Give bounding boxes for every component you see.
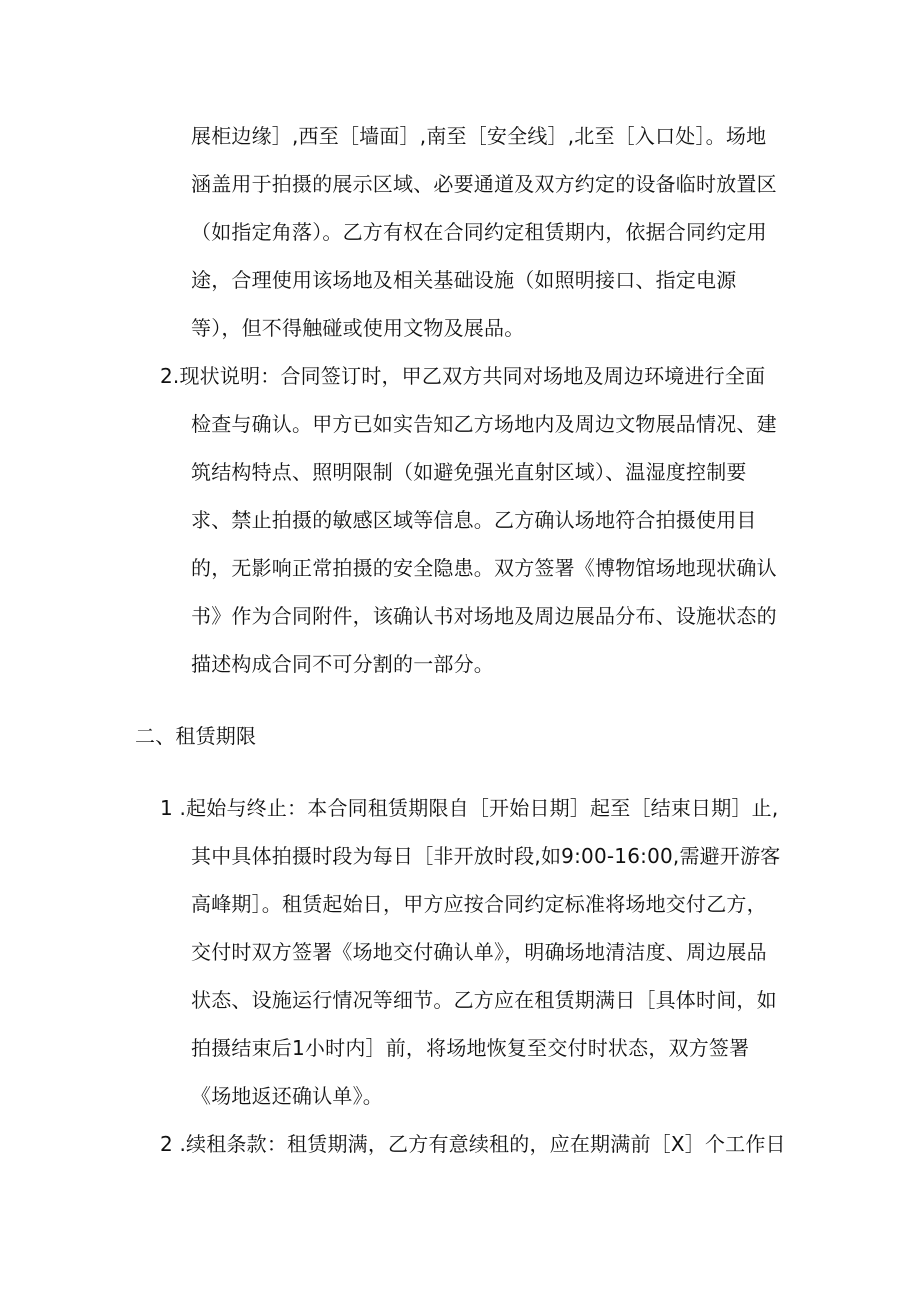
paragraph-line: 涵盖用于拍摄的展示区域、必要通道及双方约定的设备临时放置区 [191,172,777,196]
paragraph-line: 其中具体拍摄时段为每日［非开放时段,如9:00-16:00,需避开游客 [191,844,781,868]
paragraph-line: 求、禁止拍摄的敏感区域等信息。乙方确认场地符合拍摄使用目 [191,508,757,532]
paragraph-line: （如指定角落）。乙方有权在合同约定租赁期内，依据合同约定用 [191,220,767,244]
paragraph-line: 高峰期］。租赁起始日，甲方应按合同约定标准将场地交付乙方， [191,892,767,916]
paragraph-line: 的，无影响正常拍摄的安全隐患。双方签署《博物馆场地现状确认 [191,556,777,580]
paragraph-line: 检查与确认。甲方已如实告知乙方场地内及周边文物展品情况、建 [191,412,777,436]
clause-2-renewal-line: 2 .续租条款：租赁期满，乙方有意续租的，应在期满前［X］个工作日 [160,1132,786,1156]
clause-1-first-line: 1 .起始与终止：本合同租赁期限自［开始日期］起至［结束日期］止, [160,796,779,820]
paragraph-line: 书》作为合同附件，该确认书对场地及周边展品分布、设施状态的 [191,604,777,628]
paragraph-line: 筑结构特点、照明限制（如避免强光直射区域）、温湿度控制要 [191,460,747,484]
paragraph-line: 交付时双方签署《场地交付确认单》，明确场地清洁度、周边展品 [191,940,767,964]
paragraph-line: 《场地返还确认单》。 [191,1084,383,1108]
paragraph-line: 等），但不得触碰或使用文物及展品。 [191,316,525,340]
paragraph-line: 展柜边缘］,西至［墙面］,南至［安全线］,北至［入口处］。场地 [191,124,767,148]
clause-2-first-line: 2.现状说明：合同签订时，甲乙双方共同对场地及周边环境进行全面 [160,364,766,388]
paragraph-line: 状态、设施运行情况等细节。乙方应在租赁期满日［具体时间，如 [191,988,777,1012]
paragraph-line: 描述构成合同不可分割的一部分。 [191,652,494,676]
paragraph-line: 途，合理使用该场地及相关基础设施（如照明接口、指定电源 [191,268,737,292]
paragraph-line: 拍摄结束后1小时内］前，将场地恢复至交付时状态，双方签署 [191,1036,750,1060]
section-heading: 二、租赁期限 [135,724,257,748]
